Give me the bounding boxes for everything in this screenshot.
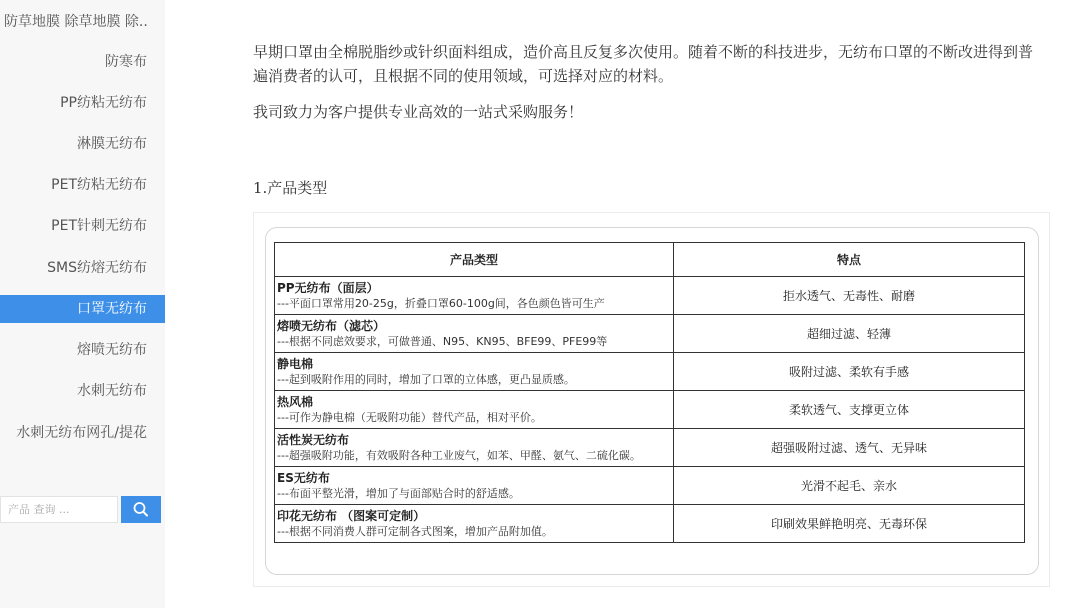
sidebar xyxy=(0,0,165,608)
intro-paragraph: 早期口罩由全棉脱脂纱或针织面料组成，造价高且反复多次使用。随着不断的科技进步，无纺布口罩的不断改进得到普遍消费者的认可，且根据不同的使用领域，可选择对应的材料。 xyxy=(253,43,1034,85)
feature-cell: 超强吸附过滤、透气、无异味 xyxy=(674,429,1025,467)
sidebar-item[interactable]: PET针刺无纺布 xyxy=(51,218,147,234)
product-description: ---超强吸附功能，有效吸附各种工业废气，如苯、甲醛、氨气、二硫化碳。 xyxy=(277,448,641,462)
sidebar-item[interactable]: PP纺粘无纺布 xyxy=(60,95,147,111)
sidebar-item[interactable]: SMS纺熔无纺布 xyxy=(47,260,147,276)
product-description: ---布面平整光滑，增加了与面部贴合时的舒适感。 xyxy=(277,486,520,500)
table-row xyxy=(275,391,1025,429)
sidebar-item[interactable]: 水刺无纺布网孔/提花 xyxy=(16,425,147,441)
product-description: ---平面口罩常用20-25g，折叠口罩60-100g间，各色颜色皆可生产 xyxy=(277,296,605,310)
feature-cell: 柔软透气、支撑更立体 xyxy=(674,391,1025,429)
product-name: 熔喷无纺布（滤芯） xyxy=(277,318,386,333)
product-cell xyxy=(275,277,674,315)
product-cell xyxy=(275,505,674,543)
product-name: 静电棉 xyxy=(277,356,314,371)
product-cell xyxy=(275,353,674,391)
product-name: ES无纺布 xyxy=(277,470,330,485)
table-row xyxy=(275,277,1025,315)
product-description: ---根据不同虑效要求，可做普通、N95、KN95、BFE99、PFE99等 xyxy=(277,334,608,348)
header-product-type: 产品类型 xyxy=(275,243,674,277)
product-name: PP无纺布（面层） xyxy=(277,280,379,295)
table-row xyxy=(275,429,1025,467)
table-row xyxy=(275,505,1025,543)
product-cell xyxy=(275,315,674,353)
product-table-image xyxy=(253,212,1050,587)
sidebar-item[interactable]: PET纺粘无纺布 xyxy=(51,177,147,193)
header-feature: 特点 xyxy=(674,243,1025,277)
service-paragraph: 我司致力为客户提供专业高效的一站式采购服务！ xyxy=(253,103,584,121)
sidebar-item[interactable]: 口罩无纺布 xyxy=(0,295,165,323)
product-cell xyxy=(275,467,674,505)
search-input[interactable]: 产品 查询 ... xyxy=(0,496,118,523)
feature-cell: 吸附过滤、柔软有手感 xyxy=(674,353,1025,391)
feature-cell: 超细过滤、轻薄 xyxy=(674,315,1025,353)
sidebar-item[interactable]: 熔喷无纺布 xyxy=(77,342,147,358)
feature-cell: 光滑不起毛、亲水 xyxy=(674,467,1025,505)
table-row xyxy=(275,467,1025,505)
product-description: ---起到吸附作用的同时，增加了口罩的立体感，更凸显质感。 xyxy=(277,372,575,386)
search-button[interactable] xyxy=(121,496,161,523)
product-type-table xyxy=(274,242,1025,543)
product-name: 热风棉 xyxy=(277,394,314,409)
sidebar-item[interactable]: 防草地膜 除草地膜 除.. xyxy=(4,14,148,30)
product-name: 印花无纺布 （图案可定制） xyxy=(277,508,426,523)
product-description: ---根据不同消费人群可定制各式图案，增加产品附加值。 xyxy=(277,524,553,538)
search-icon xyxy=(121,496,161,523)
product-cell xyxy=(275,391,674,429)
table-row xyxy=(275,353,1025,391)
sidebar-item[interactable]: 水刺无纺布 xyxy=(77,383,147,399)
product-name: 活性炭无纺布 xyxy=(277,432,350,447)
product-cell xyxy=(275,429,674,467)
section-title: 1.产品类型 xyxy=(253,179,328,197)
feature-cell: 印刷效果鲜艳明亮、无毒环保 xyxy=(674,505,1025,543)
table-header-row xyxy=(275,243,1025,277)
table-frame xyxy=(265,227,1039,575)
sidebar-item[interactable]: 防寒布 xyxy=(105,54,147,70)
sidebar-item[interactable]: 淋膜无纺布 xyxy=(77,136,147,152)
feature-cell: 拒水透气、无毒性、耐磨 xyxy=(674,277,1025,315)
table-row xyxy=(275,315,1025,353)
product-description: ---可作为静电棉（无吸附功能）替代产品，相对平价。 xyxy=(277,410,542,424)
